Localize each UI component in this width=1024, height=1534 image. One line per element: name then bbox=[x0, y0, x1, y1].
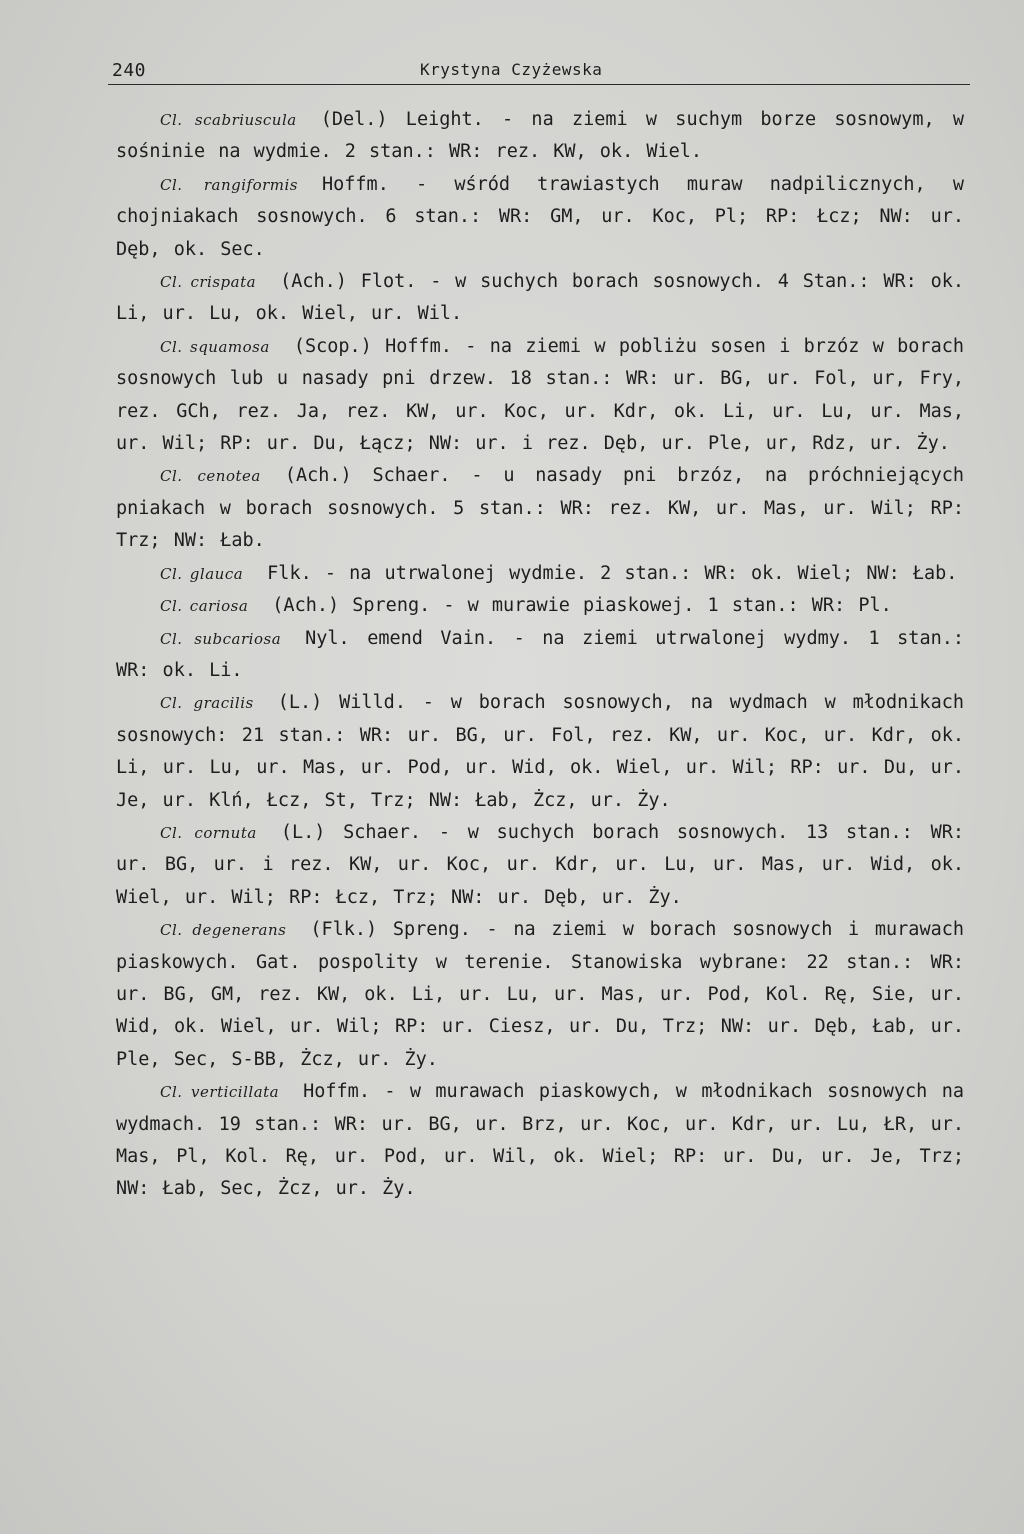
running-head-author: Krystyna Czyżewska bbox=[420, 60, 603, 79]
taxon-name: Cl. subcariosa bbox=[160, 629, 282, 648]
species-entry bbox=[116, 590, 964, 622]
entry-text: (L.) Schaer. - w suchych borach sosnowych. 13 stan.: WR: ur. BG, ur. i rez. KW, ur. Koc, ur. Kdr, ur. Lu, ur. Mas, ur. Wid, ok. Wiel, ur. Wil; RP: Łcz, Trz; NW: ur. Dęb, ur. Ży. bbox=[116, 821, 964, 908]
taxon-name: Cl. verticillata bbox=[160, 1083, 280, 1102]
taxon-name: Cl. squamosa bbox=[160, 337, 270, 356]
taxon-name: Cl. scabriuscula bbox=[160, 111, 297, 129]
species-entry bbox=[116, 1076, 964, 1206]
entry-text: Hoffm. - w murawach piaskowych, w młodnikach sosnowych na wydmach. 19 stan.: WR: ur. BG, ur. Brz, ur. Koc, ur. Kdr, ur. Lu, ŁR, ur. Mas, Pl, Kol. Rę, ur. Pod, ur. Wil, ok. Wiel; RP: ur. Du, ur. Je, Trz; NW: Łab, Sec, Żcz, ur. Ży. bbox=[116, 1081, 964, 1200]
species-entry bbox=[116, 558, 964, 590]
taxon-name: Cl. crispata bbox=[160, 273, 257, 292]
entry-text: (Flk.) Spreng. - na ziemi w borach sosnowych i murawach piaskowych. Gat. pospolity w terenie. Stanowiska wybrane: 22 stan.: WR: ur. BG, GM, rez. KW, ok. Li, ur. Lu, ur. Mas, ur. Pod, Kol. Rę, Sie, ur. Wid, ok. Wiel, ur. Wil; RP: ur. Ciesz, ur. Du, Trz; NW: ur. Dęb, Łab, ur. Ple, Sec, S-BB, Żcz, ur. Ży. bbox=[116, 919, 964, 1070]
species-entry bbox=[116, 623, 964, 688]
taxon-name: Cl. cornuta bbox=[160, 823, 257, 842]
species-entry bbox=[116, 169, 964, 266]
taxon-name: Cl. gracilis bbox=[160, 694, 254, 713]
entry-text: (Scop.) Hoffm. - na ziemi w pobliżu sosen i brzóz w borach sosnowych lub u nasady pni drzew. 18 stan.: WR: ur. BG, ur. Fol, ur, Fry, rez. GCh, rez. Ja, rez. KW, ur. Koc, ur. Kdr, ok. Li, ur. Lu, ur. Mas, ur. Wil; RP: ur. Du, Łącz; NW: ur. i rez. Dęb, ur. Ple, ur, Rdz, ur. Ży. bbox=[116, 335, 964, 455]
entry-text: (Del.) Leight. - na ziemi w suchym borze sosnowym, w sośninie na wydmie. 2 stan.: WR: rez. KW, ok. Wiel. bbox=[116, 109, 964, 163]
species-entry bbox=[116, 266, 964, 331]
species-list bbox=[116, 104, 964, 1206]
taxon-name: Cl. degenerans bbox=[160, 921, 287, 940]
species-entry bbox=[116, 914, 964, 1076]
species-entry bbox=[116, 331, 964, 461]
entry-text: Nyl. emend Vain. - na ziemi utrwalonej wydmy. 1 stan.: WR: ok. Li. bbox=[116, 627, 964, 681]
taxon-name: Cl. cariosa bbox=[160, 597, 249, 616]
taxon-name: Cl. cenotea bbox=[160, 467, 261, 486]
taxon-name: Cl. glauca bbox=[160, 564, 244, 583]
species-entry bbox=[116, 687, 964, 817]
entry-text: (Ach.) Flot. - w suchych borach sosnowych. 4 Stan.: WR: ok. Li, ur. Lu, ok. Wiel, ur. Wil. bbox=[116, 271, 964, 325]
entry-text: Flk. - na utrwalonej wydmie. 2 stan.: WR: ok. Wiel; NW: Łab. bbox=[267, 562, 958, 584]
entry-text: (L.) Willd. - w borach sosnowych, na wydmach w młodnikach sosnowych: 21 stan.: WR: ur. BG, ur. Fol, rez. KW, ur. Koc, ur. Kdr, ok. Li, ur. Lu, ur. Mas, ur. Pod, ur. Wid, ok. Wiel, ur. Wil; RP: ur. Du, ur. Je, ur. Klń, Łcz, St, Trz; NW: Łab, Żcz, ur. Ży. bbox=[116, 692, 964, 811]
header-rule bbox=[108, 84, 970, 85]
entry-text: Hoffm. - wśród trawiastych muraw nadpilicznych, w chojniakach sosnowych. 6 stan.: WR: GM, ur. Koc, Pl; RP: Łcz; NW: ur. Dęb, ok. Sec. bbox=[116, 173, 964, 260]
entry-text: (Ach.) Spreng. - w murawie piaskowej. 1 stan.: WR: Pl. bbox=[272, 595, 892, 617]
taxon-name: Cl. rangiformis bbox=[160, 175, 298, 194]
species-entry bbox=[116, 460, 964, 557]
species-entry bbox=[116, 104, 964, 169]
entry-text: (Ach.) Schaer. - u nasady pni brzóz, na próchniejących pniakach w borach sosnowych. 5 stan.: WR: rez. KW, ur. Mas, ur. Wil; RP: Trz; NW: Łab. bbox=[116, 465, 964, 552]
page-number: 240 bbox=[112, 60, 147, 81]
species-entry bbox=[116, 817, 964, 914]
